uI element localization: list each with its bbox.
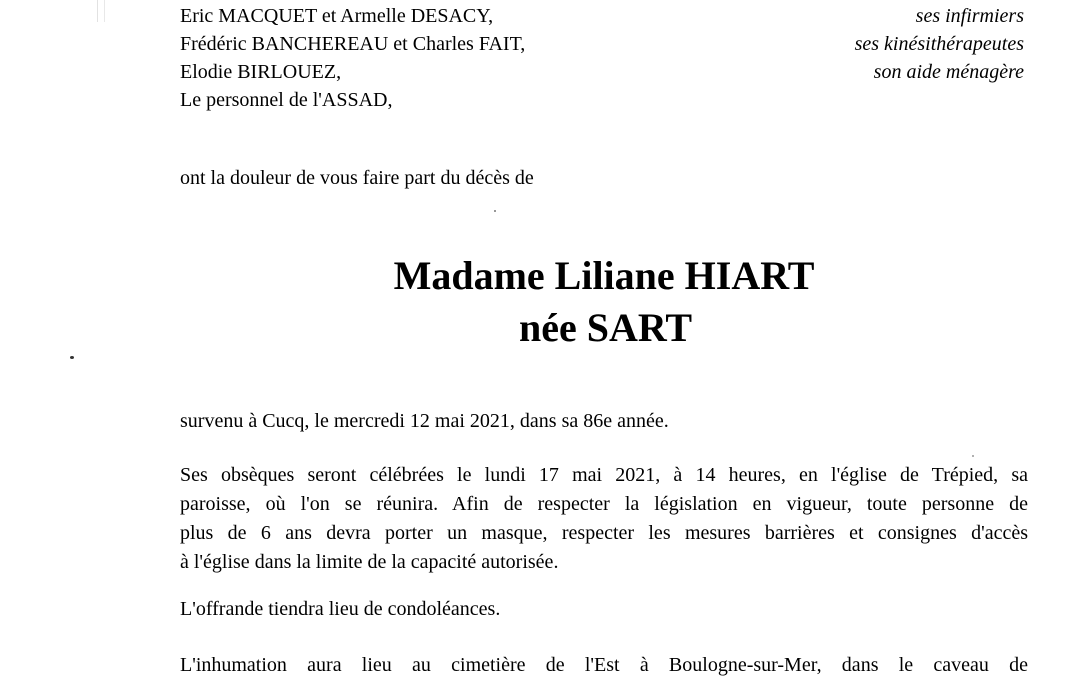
role-line: son aide ménagère: [873, 61, 1024, 83]
burial-paragraph: [180, 651, 1028, 680]
death-notice: [180, 407, 1028, 436]
scan-speck: [494, 210, 496, 212]
death-notice-text: survenu à Cucq, le mercredi 12 mai 2021, dans sa 86e année.: [180, 410, 669, 432]
funeral-paragraph: [180, 461, 1028, 577]
scan-speck: [70, 356, 74, 359]
scan-artifact: [97, 0, 105, 22]
offering-text: L'offrande tiendra lieu de condoléances.: [180, 598, 501, 620]
burial-line: L'inhumation aura lieu au cimetière de l'Est à Boulogne-sur-Mer, dans le caveau de: [180, 654, 1028, 676]
signer-roles: [855, 2, 1024, 86]
signers-list: [180, 2, 525, 114]
scan-speck: [972, 455, 974, 457]
funeral-line: Ses obsèques seront célébrées le lundi 17 mai 2021, à 14 heures, en l'église de Trépied, sa: [180, 464, 1028, 486]
funeral-line: paroisse, où l'on se réunira. Afin de respecter la législation en vigueur, toute personne de: [180, 493, 1028, 515]
deceased-birth-name: née SART: [518, 305, 693, 350]
signer-line: Elodie BIRLOUEZ,: [180, 61, 342, 83]
signer-line: Frédéric BANCHEREAU et Charles FAIT,: [180, 33, 526, 55]
announcement-intro: ont la douleur de vous faire part du décès de: [180, 167, 534, 189]
deceased-name-block: [0, 250, 1080, 354]
deceased-name: Madame Liliane HIART: [393, 253, 815, 298]
signer-line: Eric MACQUET et Armelle DESACY,: [180, 5, 494, 27]
offering-note: [180, 595, 1028, 624]
signer-line: Le personnel de l'ASSAD,: [180, 89, 393, 111]
funeral-line: à l'église dans la limite de la capacité autorisée.: [180, 551, 559, 573]
role-line: ses kinésithérapeutes: [854, 33, 1024, 55]
funeral-line: plus de 6 ans devra porter un masque, respecter les mesures barrières et consignes d'accès: [180, 522, 1028, 544]
role-line: ses infirmiers: [915, 5, 1024, 27]
